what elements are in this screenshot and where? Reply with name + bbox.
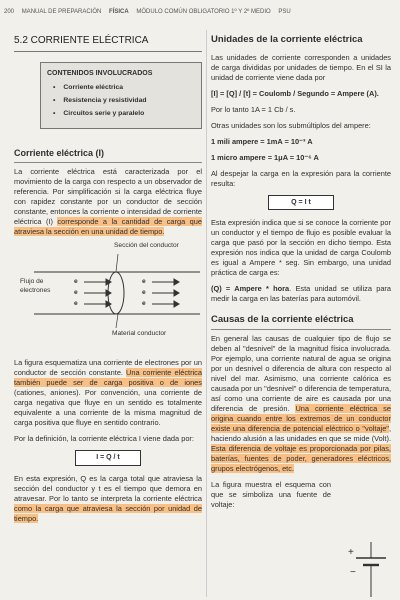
plus-sign: + [348, 547, 354, 558]
text: (Q) = Ampere * hora [211, 284, 290, 293]
text: La figura esquematiza una corriente de electrones por un conductor de sección constante. [14, 358, 202, 378]
section-label: Sección del conductor [114, 242, 179, 250]
text: . Esta unidad se utiliza para medir la carga en las baterías para automóvil. [211, 284, 392, 303]
page-header [0, 8, 400, 20]
flow-label: Flujo de electrones [20, 278, 51, 295]
causas-text: La figura muestra el esquema con que se simboliza una fuente de voltaje: [211, 479, 331, 509]
paragraph-corriente [14, 167, 202, 237]
highlight: Esta diferencia de voltaje es proporcionada por pilas, baterías, fuentes de poder, generadores eléctricos, grupos electrógenos, etc. [211, 443, 391, 473]
causas-title: Causas de la corriente eléctrica [211, 314, 391, 330]
section-title: 5.2 CORRIENTE ELÉCTRICA [14, 34, 202, 52]
corriente-title: Corriente eléctrica (I) [14, 147, 202, 162]
text: , haciendo alusión a las unidades en que se mide (Volt). [211, 423, 391, 443]
text: En general las causas de cualquier tipo de flujo se deben al "desnivel" de la magnitud física involucrada. Por ejemplo, una corriente natural de agua se origina por un desnivel o diferencia de altura con respecto al nivel del mar. Asimismo, una corriente calórica es causada por un "desnivel" o diferencia de temperatura, así como una corriente de aire es causada por una diferencia de presión. [211, 333, 391, 413]
unidades-text: Las unidades de corriente corresponden a unidades de carga divididas por unidades de tiempo. En el SI la unidad de corriente viene dada por [211, 52, 391, 82]
contenido-item: • Corriente eléctrica [53, 83, 195, 92]
battery-symbol [348, 542, 394, 597]
paragraph-definicion: Por la definición, la corriente eléctrica I viene dada por: [14, 434, 194, 444]
contenido-item: • Circuitos serie y paralelo [53, 109, 195, 118]
unidades-text: Al despejar la carga en la expresión para la corriente resulta: [211, 168, 391, 188]
unidad-mili: 1 mili ampere = 1mA = 10⁻³ A [211, 136, 313, 146]
unidades-text: Otras unidades son los submúltiplos del ampere: [211, 120, 371, 130]
formula-i: I = Q / t [75, 450, 141, 465]
text: (cationes, aniones). Por convención, una corriente de carga negativa que fluye en un sentido es totalmente equivalente a una corriente de la misma magnitud de carga positiva que fluye en sentido contrario. [14, 388, 202, 428]
unidades-text: Por lo tanto 1A = 1 Cb / s. [211, 104, 296, 114]
highlight: Una corriente eléctrica se origina cuando entre los extremos de un conductor existe una diferencia de potencial eléctrico o "voltaje" [211, 403, 391, 433]
contenidos-title: CONTENIDOS INVOLUCRADOS [47, 69, 153, 77]
unidades-title: Unidades de la corriente eléctrica [211, 34, 363, 45]
electron-label: e [74, 300, 78, 308]
text: La corriente eléctrica está caracterizada por el movimiento de la carga con respecto a un observador de referencia. Por simplificación si la carga eléctrica fluye con rapidez constante por un conductor de sección constante, entonces la corriente o intensidad de corriente eléctrica (I) [14, 166, 202, 226]
highlight: como la carga que atraviesa la sección por unidad de tiempo. [14, 503, 202, 523]
unidades-text: Esta expresión indica que si se conoce la corriente por un conductor y el tiempo de flujo es posible evaluar la carga que pasó por la sección en dicho tiempo. Esta expresión nos indica que la unidad de carga Coulomb es igual a Ampere * seg. Sin embargo, una unidad práctica de carga es: [211, 218, 391, 278]
material-label: Material conductor [112, 330, 167, 338]
subject-name: FÍSICA [109, 9, 129, 15]
manual-name: MANUAL DE PREPARACIÓN [21, 9, 102, 15]
left-column [14, 34, 202, 530]
formula-q: Q = I t [268, 195, 334, 210]
unidad-micro: 1 micro ampere = 1μA = 10⁻⁶ A [211, 152, 319, 162]
causas-text [211, 334, 391, 474]
minus-sign: − [350, 567, 356, 578]
electron-label: e [74, 278, 78, 286]
conductor-diagram [14, 242, 202, 352]
conductor-svg [14, 242, 202, 342]
paragraph-expresion [14, 474, 202, 524]
highlight: Una corriente eléctrica también puede ser de carga positiva o de iones [14, 368, 202, 388]
right-column [211, 34, 391, 516]
unidades-text [211, 284, 391, 304]
electron-label: e [142, 289, 146, 297]
electron-label: e [142, 300, 146, 308]
psu-label: PSU [278, 9, 291, 15]
page-number: 200 [4, 9, 15, 15]
text: En esta expresión, Q es la carga total que atraviesa la sección del conductor y t es el tiempo que demora en atravesar. Por lo tanto se interpreta la corriente eléctrica [14, 473, 202, 503]
electron-label: e [142, 278, 146, 286]
highlight: corresponde a la cantidad de carga que atraviesa la sección en una unidad de tiempo. [14, 216, 202, 236]
electron-label: e [74, 289, 78, 297]
contenido-item: • Resistencia y resistividad [53, 96, 195, 105]
column-divider [206, 30, 207, 597]
unidades-formula: [I] = [Q] / [t] = Coulomb / Segundo = Ampere (A). [211, 88, 379, 98]
paragraph-figura [14, 358, 202, 428]
contenidos-box [40, 62, 202, 130]
module-name: MÓDULO COMÚN OBLIGATORIO 1º Y 2º MEDIO [136, 9, 271, 15]
